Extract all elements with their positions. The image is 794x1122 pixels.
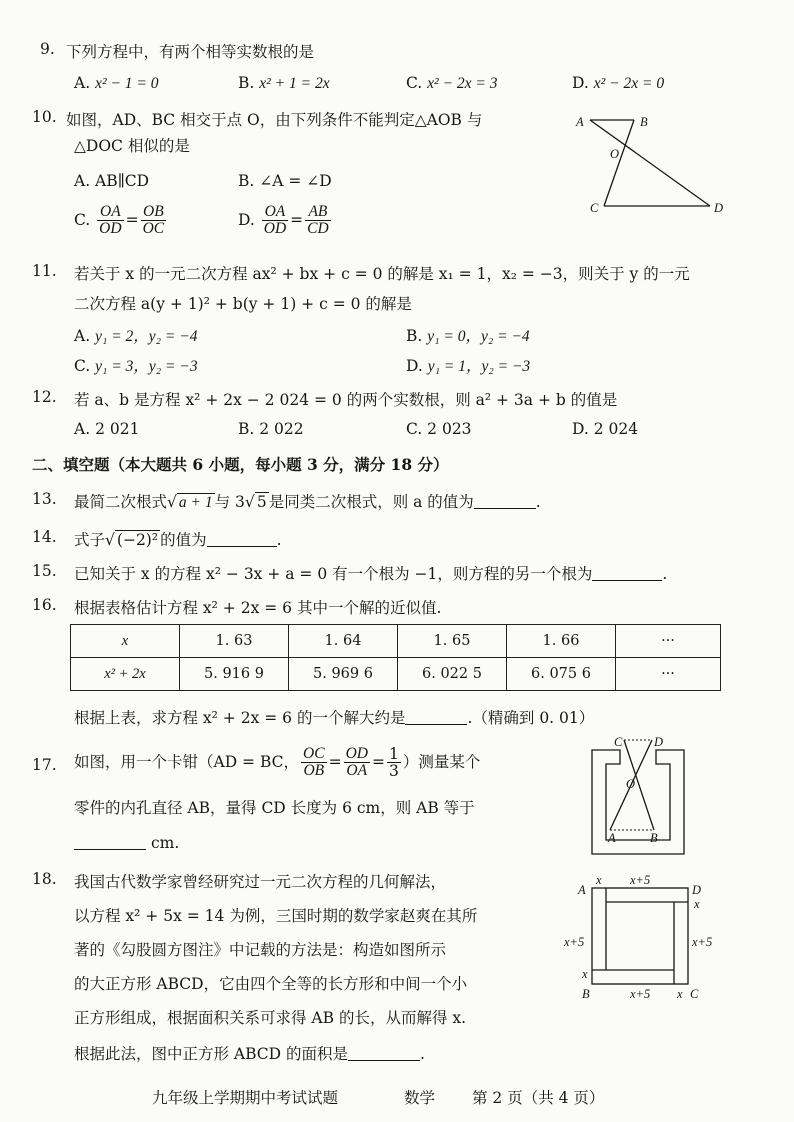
- q10-number: 10.: [32, 108, 57, 126]
- table-row: [71, 658, 721, 691]
- table-cell: x² + 2x: [71, 658, 180, 691]
- q11-option-b: B. y₁ = 0，y₂ = −4: [406, 327, 530, 345]
- q10-stem-line2: △DOC 相似的是: [74, 137, 190, 155]
- q17-label-b: B: [650, 831, 658, 845]
- q10-label-d: D: [714, 201, 724, 215]
- q18-square-figure: [560, 874, 730, 1014]
- q10-label-b: B: [640, 115, 648, 129]
- q13-number: 13.: [32, 490, 57, 508]
- q18-label-x-bottom: x: [677, 987, 683, 1001]
- table-cell: 5. 969 6: [289, 658, 398, 691]
- q17-label-c: C: [614, 735, 623, 749]
- table-cell: x: [71, 625, 180, 658]
- q12-option-d: D. 2 024: [572, 420, 639, 438]
- q18-label-x5-right: x+5: [692, 935, 713, 949]
- q16-question: 根据上表，求方程 x² + 2x = 6 的一个解大约是 .（精确到 0. 01）: [74, 709, 595, 727]
- q15-answer-blank[interactable]: [592, 566, 662, 581]
- q15-text: 已知关于 x 的方程 x² − 3x + a = 0 有一个根为 −1，则方程的另一个根为 .: [74, 565, 668, 583]
- q10-label-c: C: [590, 201, 599, 215]
- table-cell: 6. 022 5: [398, 658, 507, 691]
- q17-line3: cm.: [74, 834, 179, 852]
- q18-line2: 以方程 x² + 5x = 14 为例，三国时期的数学家赵爽在其所: [74, 907, 478, 925]
- q12-stem: 若 a、b 是方程 x² + 2x − 2 024 = 0 的两个实数根，则 a² + 3a + b 的值是: [74, 391, 618, 409]
- footer-subject: 数学: [404, 1089, 436, 1107]
- q14-answer-blank[interactable]: [207, 532, 277, 547]
- q10-option-a: A. AB∥CD: [74, 172, 150, 190]
- q18-line1: 我国古代数学家曾经研究过一元二次方程的几何解法，: [74, 873, 447, 891]
- footer-title: 九年级上学期期中考试试题: [152, 1089, 339, 1107]
- q10-label-o: O: [610, 147, 620, 161]
- q16-answer-blank[interactable]: [405, 710, 467, 725]
- q11-option-d: D. y₁ = 1，y₂ = −3: [406, 357, 531, 375]
- q17-label-o: O: [626, 777, 636, 791]
- q12-number: 12.: [32, 388, 57, 406]
- q9-option-a: A. x² − 1 = 0: [74, 74, 159, 92]
- q18-label-x5-left: x+5: [564, 935, 585, 949]
- q10-stem-line1: 如图，AD、BC 相交于点 O，由下列条件不能判定△AOB 与: [66, 111, 483, 129]
- table-cell: 1. 63: [180, 625, 289, 658]
- q10-label-a: A: [576, 115, 584, 129]
- q16-number: 16.: [32, 596, 57, 614]
- q18-line6: 根据此法，图中正方形 ABCD 的面积是 .: [74, 1045, 425, 1063]
- q14-text: 式子√ (−2)² 的值为 .: [74, 531, 282, 549]
- table-cell: 1. 64: [289, 625, 398, 658]
- q18-label-d: D: [692, 883, 702, 897]
- q16-value-table: [70, 624, 721, 691]
- q11-stem-line2: 二次方程 a(y + 1)² + b(y + 1) + c = 0 的解是: [74, 295, 412, 313]
- q9-option-c: C. x² − 2x = 3: [406, 74, 498, 92]
- q18-label-x-left: x: [582, 967, 588, 981]
- q16-stem: 根据表格估计方程 x² + 2x = 6 其中一个解的近似值.: [74, 599, 442, 617]
- q11-option-a: A. y₁ = 2，y₂ = −4: [74, 327, 198, 345]
- q18-label-x-top: x: [596, 873, 602, 887]
- q18-answer-blank[interactable]: [348, 1046, 420, 1061]
- q11-stem-line1: 若关于 x 的一元二次方程 ax² + bx + c = 0 的解是 x₁ = 1，x₂ = −3，则关于 y 的一元: [74, 265, 690, 283]
- q11-option-c: C. y₁ = 3，y₂ = −3: [74, 357, 198, 375]
- q13-text: 最简二次根式√ a + 1 与 3√ 5 是同类二次根式，则 a 的值为 .: [74, 493, 541, 511]
- q17-label-d: D: [654, 735, 664, 749]
- q12-option-a: A. 2 021: [74, 420, 140, 438]
- q13-answer-blank[interactable]: [474, 494, 536, 509]
- q17-part-outline: [592, 750, 684, 854]
- q9-option-d: D. x² − 2x = 0: [572, 74, 665, 92]
- q12-option-b: B. 2 022: [238, 420, 304, 438]
- q17-answer-blank[interactable]: [74, 835, 146, 850]
- q17-caliper-figure: [588, 736, 698, 860]
- q17-label-a: A: [608, 831, 616, 845]
- q9-stem: 下列方程中，有两个相等实数根的是: [66, 43, 315, 61]
- q18-label-x5-bottom: x+5: [630, 987, 651, 1001]
- q18-label-c: C: [690, 987, 699, 1001]
- q18-line3: 著的《勾股圆方图注》中记载的方法是：构造如图所示: [74, 941, 447, 959]
- table-cell: 6. 075 6: [507, 658, 616, 691]
- q18-number: 18.: [32, 870, 57, 888]
- q10-option-b: B. ∠A = ∠D: [238, 172, 332, 190]
- q11-number: 11.: [32, 262, 57, 280]
- q9-option-b: B. x² + 1 = 2x: [238, 74, 330, 92]
- q12-option-c: C. 2 023: [406, 420, 472, 438]
- table-cell: ···: [616, 625, 721, 658]
- q14-number: 14.: [32, 528, 57, 546]
- q18-line5: 正方形组成，根据面积关系可求得 AB 的长，从而解得 x.: [74, 1009, 467, 1027]
- table-cell: 5. 916 9: [180, 658, 289, 691]
- table-cell: 1. 65: [398, 625, 507, 658]
- q10-option-c: C. $\frac{OA}{OD}$ = $\frac{OB}{OC}$: [74, 203, 165, 238]
- q18-inner-square: [606, 902, 674, 970]
- q17-line2: 零件的内孔直径 AB，量得 CD 长度为 6 cm，则 AB 等于: [74, 799, 475, 817]
- table-row: [71, 625, 721, 658]
- q15-number: 15.: [32, 562, 57, 580]
- q17-number: 17.: [32, 756, 57, 774]
- footer-page-number: 第 2 页（共 4 页）: [472, 1089, 605, 1107]
- table-cell: 1. 66: [507, 625, 616, 658]
- q17-line1: 如图，用一个卡钳（AD = BC， $\frac{OC}{OB}$ = $\frac{OD}{OA}$ = $\frac{1}{3}$ ）测量某个: [74, 745, 481, 781]
- q18-label-x-right: x: [694, 897, 700, 911]
- q18-label-a: A: [578, 883, 586, 897]
- q18-line4: 的大正方形 ABCD，它由四个全等的长方形和中间一个小: [74, 975, 468, 993]
- q10-option-d: D. $\frac{OA}{OD}$ = $\frac{AB}{CD}$: [238, 203, 329, 238]
- q10-figure: [570, 108, 730, 218]
- q18-label-x5-top: x+5: [630, 873, 651, 887]
- table-cell: ···: [616, 658, 721, 691]
- section-2-heading: 二、填空题（本大题共 6 小题，每小题 3 分，满分 18 分）: [32, 455, 449, 474]
- q18-label-b: B: [582, 987, 590, 1001]
- q9-number: 9.: [40, 40, 55, 58]
